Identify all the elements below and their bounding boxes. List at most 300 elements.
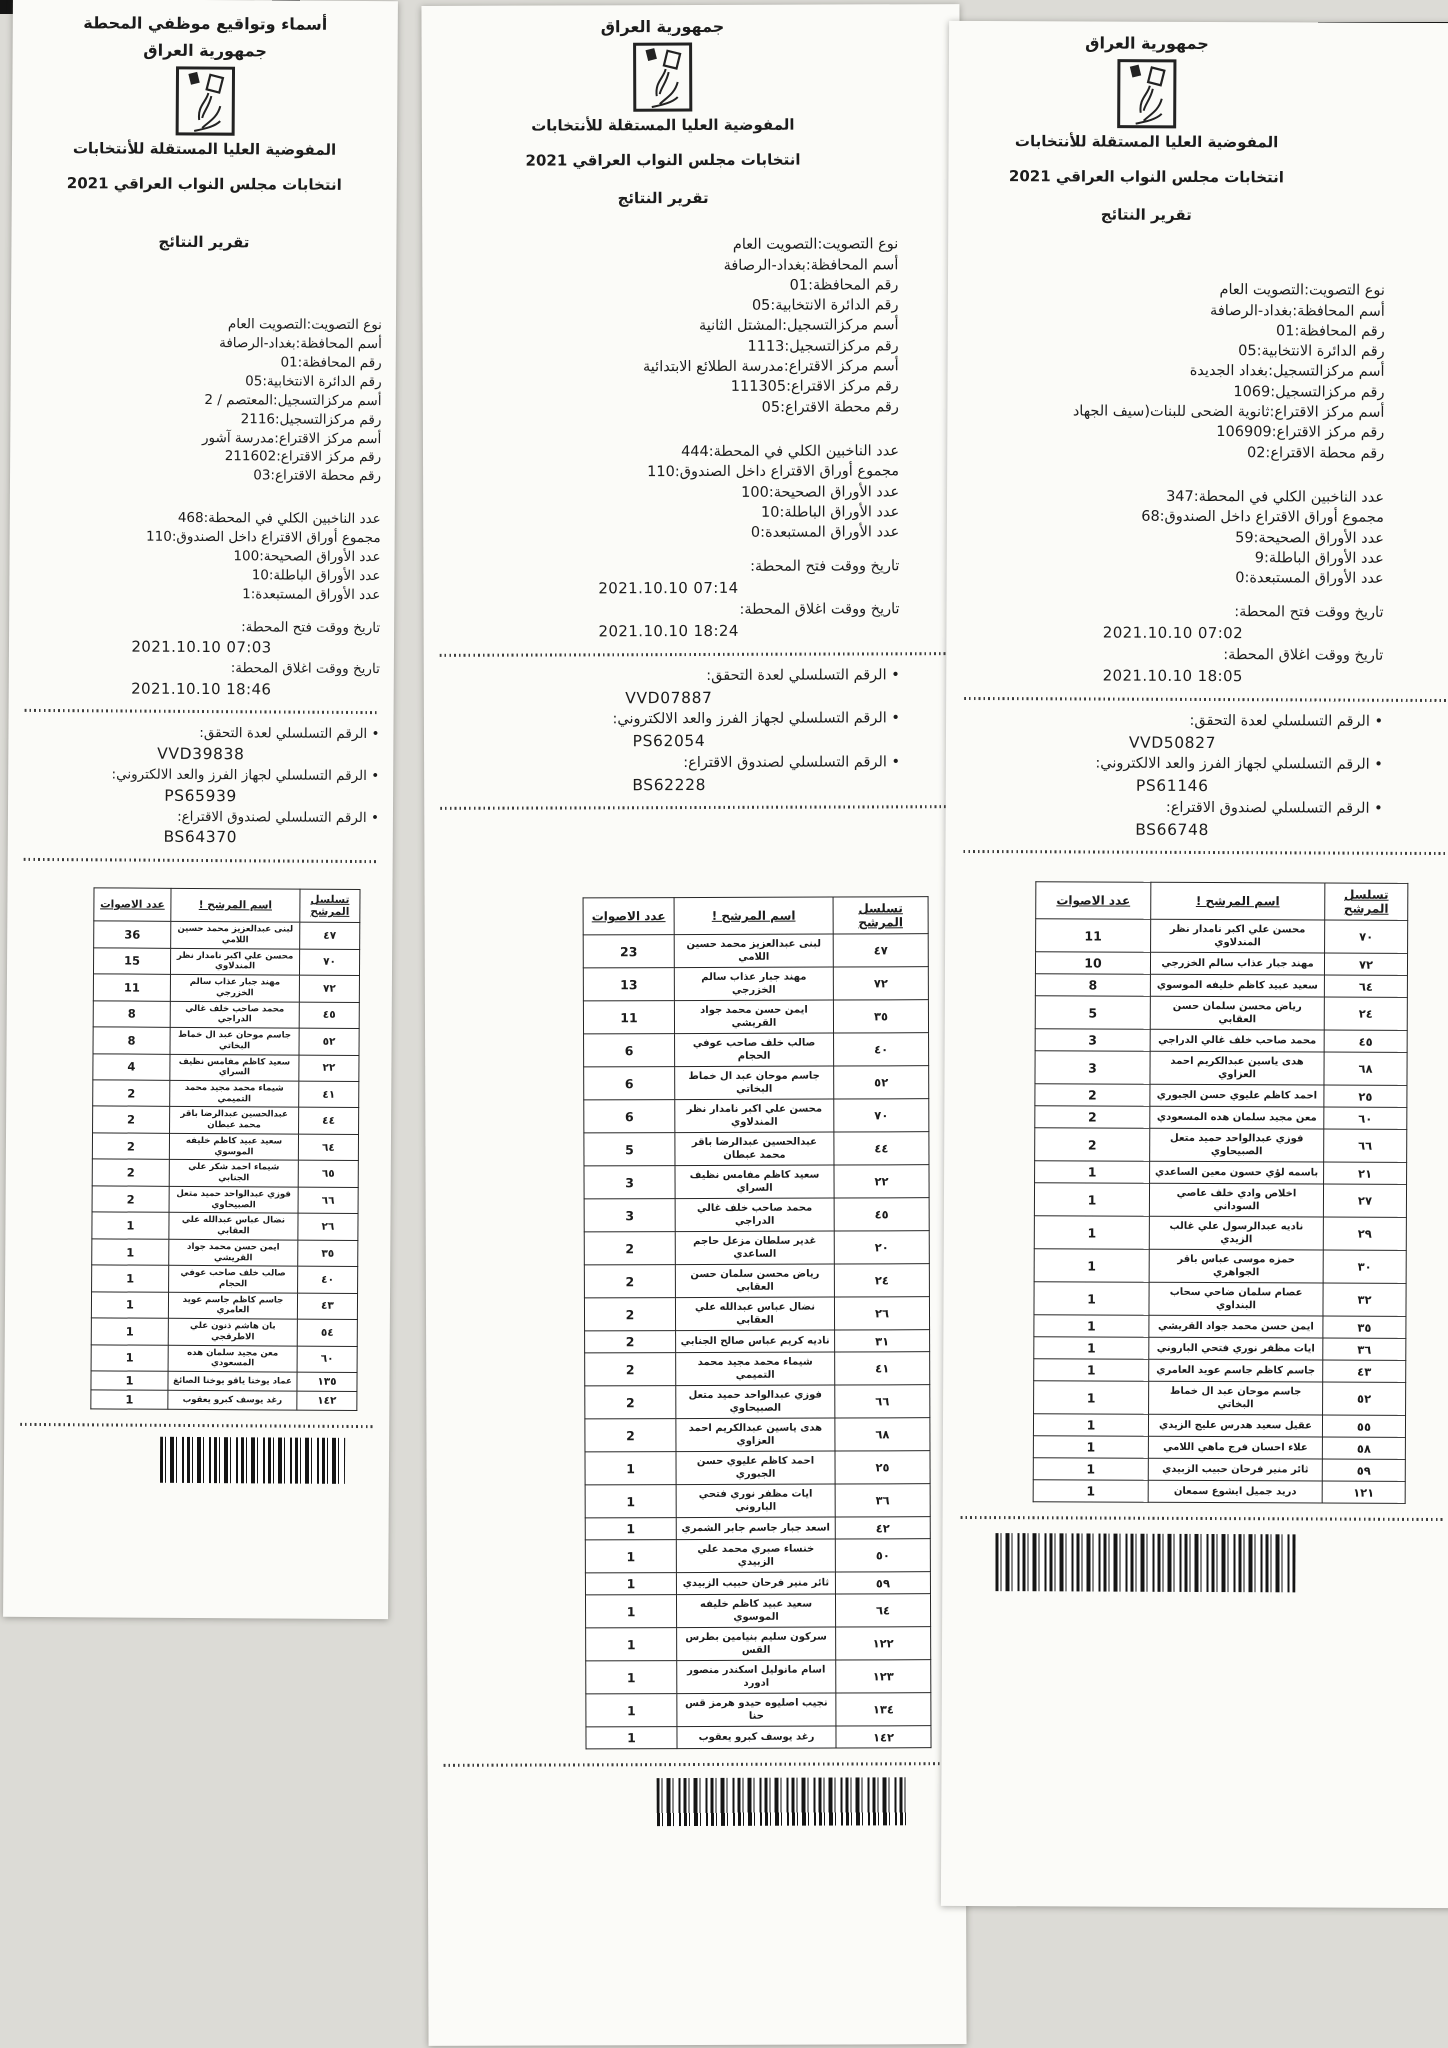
cell-serial: ٣٥ [833,1000,928,1033]
cell-serial: ١٤٢ [297,1391,357,1410]
results-table [583,896,932,1749]
serial-value: PS65939 [164,786,237,805]
info-line: رقم محطة الاقتراع:05 [761,398,899,416]
serial-value: PS61146 [1135,776,1209,796]
cell-serial: ٥٢ [834,1066,929,1099]
cell-serial: ٤٠ [834,1033,929,1066]
cell-name: محمد صاحب خلف غالي الدراجي [1150,1030,1324,1053]
open-time-value: 2021.10.10 07:02 [1102,623,1244,643]
info-line: مجموع أوراق الاقتراع داخل الصندوق:110 [146,528,381,547]
cell-votes: 1 [91,1344,168,1371]
cell-votes: 1 [1034,1216,1149,1250]
cell-votes: 11 [93,974,170,1001]
cell-votes: 13 [583,968,674,1001]
cell-name: فوزي عبدالواحد حميد متعل الصبيحاوي [676,1385,835,1419]
cell-serial: ٦٠ [1324,1107,1407,1129]
cell-name: باسمه لؤي حسون معين الساعدي [1150,1162,1324,1185]
cell-votes: 1 [1034,1315,1149,1338]
cell-name: لبنى عبدالعزيز محمد حسين اللامي [171,921,300,948]
cell-votes: 2 [93,1106,170,1133]
country-title: جمهورية العراق [1085,33,1209,54]
cell-votes: 1 [1034,1381,1149,1415]
table-row [585,1484,930,1518]
table-row [584,1099,929,1133]
info-line: أسم المحافظة:بغداد-الرصافة [219,335,382,353]
cell-name: حمزه موسى عباس باقر الجواهري [1149,1250,1323,1284]
cell-votes: 36 [94,921,171,948]
cell-serial: ٤١ [299,1081,359,1108]
cell-serial: ٥٠ [835,1539,930,1572]
info-line: رقم مركزالتسجيل:1113 [747,338,899,355]
info-line: عدد الأوراق الباطلة:9 [1254,550,1384,567]
serial-label: • الرقم التسلسلي لجهاز الفرز والعد الالكتروني: [1095,755,1383,774]
serial-value: VVD50827 [1128,733,1217,752]
cell-name: جاسم كاظم جاسم عويد العامري [168,1292,297,1319]
serials-block [962,710,1448,842]
cell-serial: ٤٧ [300,922,360,949]
cell-votes: 1 [1035,1161,1150,1184]
receipt-middle [421,4,966,2046]
info-line: عدد الناخبين الكلي في المحطة:468 [177,510,381,528]
col-serial: تسلسل المرشح [1325,883,1408,920]
serial-value: BS64370 [163,828,238,847]
cell-votes: 3 [1035,1029,1150,1052]
open-time-value: 2021.10.10 07:03 [131,637,272,657]
info-line: نوع التصويت:التصويت العام [732,236,899,254]
cell-serial: ٤٤ [834,1132,929,1165]
cell-name: عصام سلمان ضاحي سحاب البنداوي [1149,1283,1323,1317]
cell-name: سعيد عبيد كاظم خليفه الموسوي [1150,975,1324,998]
cell-votes: 1 [91,1292,168,1319]
info-line: عدد الناخبين الكلي في المحطة:444 [681,443,900,460]
open-time-label: تاريخ ووقت فتح المحطة: [750,558,900,576]
cell-name: سعيد كاظم مفامس نظيف السراي [170,1054,299,1081]
cell-name: عقيل سعيد هدرس عليج الزيدي [1148,1415,1322,1438]
serial-label: • الرقم التسلسلي لصندوق الاقتراع: [683,754,901,771]
cell-name: رياض محسن سلمان حسن العقابي [1150,997,1324,1031]
cell-votes: 2 [584,1265,675,1298]
cell-votes: 1 [91,1390,168,1409]
cell-votes: 3 [584,1166,675,1199]
table-row [1035,952,1407,976]
table-row [1035,1051,1407,1086]
table-row [584,1165,929,1199]
table-row [585,1517,930,1540]
cell-name: ناديه كريم عباس صالح الجنابي [676,1330,835,1353]
table-row [583,934,928,968]
info-line: أسم مركز الاقتراع:مدرسة آشور [202,429,382,447]
cell-name: ثائر منير فرحان حبيب الزبيدي [1148,1459,1322,1482]
cell-serial: ٦٦ [1324,1129,1407,1162]
ihec-logo [633,42,693,112]
cell-serial: ٤١ [835,1352,930,1385]
results-table [1033,882,1409,1505]
cell-serial: ٢١ [1324,1162,1407,1184]
cell-name: محمد صاحب خلف غالي الدراجي [675,1198,834,1232]
col-name: اسم المرشح ! [1151,883,1325,921]
table-row [1034,1249,1406,1284]
cell-votes: 1 [91,1318,168,1345]
cell-serial: ٦٦ [298,1187,358,1214]
cell-name: ايمن حسن محمد جواد القريشي [674,1000,833,1034]
cell-serial: ٧٢ [833,967,928,1000]
cell-name: ناديه عبدالرسول علي غالب الزيدي [1149,1217,1323,1251]
info-line: أسم مركزالتسجيل:المشتل الثانية [698,317,899,335]
table-row [1034,1381,1406,1416]
table-row [1035,1128,1407,1163]
separator [440,652,946,657]
cell-serial: ٥٢ [1323,1382,1406,1415]
stats-block [963,486,1448,590]
cell-serial: ٢٥ [835,1451,930,1484]
cell-name: شيماء محمد مجيد محمد التميمي [170,1080,299,1107]
cell-serial: ٧٠ [1325,920,1408,953]
table-row [93,1080,359,1108]
cell-votes: 10 [1035,952,1150,975]
cell-serial: ٤٤ [299,1108,359,1135]
cell-name: عبدالحسين عبدالرضا باقر محمد عبطان [170,1107,299,1134]
separator [20,1423,373,1428]
cell-serial: ٦٦ [835,1385,930,1418]
table-row [1034,1315,1406,1339]
cell-name: مهند جبار عذاب سالم الخزرجي [170,974,299,1001]
cell-serial: ١٢١ [1322,1481,1405,1503]
staff-signatures-title: أسماء وتواقيع موظفي المحطة [83,13,328,34]
table-row [1033,1436,1405,1460]
open-time-label: تاريخ ووقت فتح المحطة: [1234,604,1384,622]
cell-name: سعيد عبيد كاظم خليفه الموسوي [676,1594,835,1628]
info-line: عدد الأوراق الباطلة:10 [760,504,900,521]
cell-serial: ٢٢ [299,1055,359,1082]
cell-name: مهند جبار عذاب سالم الخزرجي [1150,953,1324,976]
info-line: رقم مركزالتسجيل:1069 [1233,383,1385,401]
cell-votes: 2 [584,1232,675,1265]
separator [25,709,378,714]
table-row [585,1572,930,1595]
cell-votes: 11 [583,1001,674,1034]
table-row [1035,996,1407,1031]
serial-label: • الرقم التسلسلي لصندوق الاقتراع: [1165,799,1383,817]
cell-serial: ٤٧ [833,934,928,967]
info-line: عدد الأوراق المستبعدة:1 [242,586,381,603]
cell-serial: ٤٥ [299,1002,359,1029]
table-row [1035,1106,1407,1130]
cell-name: ايمن حسن محمد جواد القريشي [169,1239,298,1266]
cell-serial: ٤٠ [298,1266,358,1293]
cell-name: هدى ياسين عبدالكريم احمد العزاوي [676,1418,835,1452]
cell-votes: 1 [1034,1282,1149,1316]
cell-votes: 4 [93,1053,170,1080]
cell-serial: ٧٢ [1324,953,1407,975]
cell-votes: 1 [92,1212,169,1239]
cell-serial: ٢٩ [1323,1217,1406,1250]
cell-name: صالب خلف صاحب عوفي الحجام [169,1266,298,1293]
table-row [584,1066,929,1100]
cell-serial: ٣٦ [1323,1338,1406,1360]
report-title: تقرير النتائج [1100,205,1192,225]
info-line: أسم المحافظة:بغداد-الرصافة [1210,302,1385,320]
cell-votes: 2 [585,1353,676,1386]
info-line: أسم مركزالتسجيل:بغداد الجديدة [1189,363,1385,381]
info-line: رقم الدائرة الانتخابية:05 [1238,343,1385,360]
cell-name: غدير سلطان مزعل حاجم الساعدي [675,1231,834,1265]
cell-votes: 1 [91,1371,168,1390]
cell-serial: ٣٥ [1323,1316,1406,1338]
cell-name: شيماء احمد شكر علي الجنابي [169,1160,298,1187]
info-line: رقم المحافظة:01 [1275,323,1385,340]
cell-votes: 6 [584,1067,675,1100]
cell-votes: 1 [1033,1480,1148,1503]
commission-title: المفوضية العليا المستقلة للأنتخابات [1014,132,1279,152]
cell-serial: ٥٨ [1322,1437,1405,1459]
col-serial: تسلسل المرشح [300,889,360,922]
serial-label: • الرقم التسلسلي لجهاز الفرز والعد الالكتروني: [111,766,380,785]
results-table [90,888,360,1412]
table-row [1034,1359,1406,1383]
cell-serial: ٤٢ [835,1517,930,1539]
cell-name: جاسم كاظم جاسم عويد العامري [1149,1360,1323,1383]
info-block [963,279,1448,464]
cell-serial: ١٣٤ [836,1693,931,1726]
info-line: رقم الدائرة الانتخابية:05 [245,373,382,391]
table-row [583,967,928,1001]
info-line: مجموع أوراق الاقتراع داخل الصندوق:110 [647,463,900,481]
table-row [1033,1414,1405,1438]
cell-name: محمد صاحب خلف غالي الدراجي [170,1001,299,1028]
cell-serial: ٢٥ [1324,1085,1407,1107]
info-line: أسم المحافظة:بغداد-الرصافة [723,256,899,274]
info-line: عدد الأوراق المستبعدة:0 [750,524,900,541]
cell-votes: 2 [92,1186,169,1213]
ihec-logo [175,66,235,136]
cell-serial: ٤٥ [834,1198,929,1231]
separator [963,850,1446,855]
cell-name: رياض محسن سلمان حسن العقابي [675,1264,834,1298]
cell-name: جاسم موحان عبد ال خماط البخاتي [675,1066,834,1100]
cell-name: عماد يوخنا ياقو يوخنا الصائغ [168,1371,297,1391]
serials-block [22,722,380,850]
cell-votes: 2 [585,1419,676,1452]
separator [964,697,1447,702]
col-votes: عدد الاصوات [583,898,674,935]
cell-name: رغد يوسف كبرو يعقوب [168,1390,297,1410]
table-row [92,1212,358,1240]
cell-serial: ٦٤ [1324,975,1407,997]
info-line: عدد الأوراق الباطلة:10 [251,567,381,585]
cell-serial: ١٤٢ [836,1726,931,1748]
table-row [91,1292,357,1320]
cell-name: دريد جميل ايشوع سمعان [1148,1481,1322,1504]
ihec-logo [1117,59,1177,129]
stats-block [437,441,947,544]
table-row [91,1371,357,1392]
cell-name: بان هاشم ذنون علي الاطرقجي [168,1319,297,1346]
election-title: انتخابات مجلس النواب العراقي 2021 [66,173,342,194]
table-row [586,1660,931,1694]
info-line: رقم مركز الاقتراع:111305 [730,378,899,396]
table-row [585,1352,930,1386]
table-row [1034,1282,1406,1317]
cell-serial: ١٣٥ [297,1372,357,1391]
stats-block [23,508,381,605]
cell-serial: ٥٩ [835,1572,930,1594]
cell-name: سركون سليم بنيامين بطرس القس [677,1627,836,1661]
close-time-label: تاريخ ووقت اغلاق المحطة: [230,660,380,678]
cell-serial: ٧٢ [299,975,359,1002]
separator [440,805,946,810]
serial-value: BS62228 [632,775,707,794]
open-time-label: تاريخ ووقت فتح المحطة: [241,618,381,636]
info-block [24,314,382,486]
cell-name: ثائر منير فرحان حبيب الزبيدي [676,1572,835,1595]
table-row [586,1627,931,1661]
cell-votes: 2 [92,1133,169,1160]
cell-votes: 1 [1033,1414,1148,1437]
cell-votes: 6 [584,1034,675,1067]
cell-serial: ٥٤ [297,1319,357,1346]
table-row [92,1265,358,1293]
election-title: انتخابات مجلس النواب العراقي 2021 [525,150,801,170]
cell-name: سعيد كاظم مفامس نظيف السراي [675,1165,834,1199]
info-line: عدد الأوراق الصحيحة:59 [1235,529,1384,547]
country-title: جمهورية العراق [600,16,725,37]
table-row [586,1726,931,1749]
info-line: نوع التصويت:التصويت العام [1219,282,1385,300]
cell-serial: ٣٥ [298,1240,358,1267]
cell-votes: 1 [1034,1359,1149,1382]
table-row [92,1133,358,1161]
cell-name: شيماء محمد مجيد محمد التميمي [676,1352,835,1386]
cell-serial: ٦٤ [298,1134,358,1161]
close-time-label: تاريخ ووقت اغلاق المحطة: [1223,647,1384,664]
col-name: اسم المرشح ! [171,888,300,922]
table-row [586,1693,931,1727]
table-row [1035,974,1407,998]
cell-votes: 2 [1035,1106,1150,1129]
cell-serial: ٥٢ [299,1028,359,1055]
cell-votes: 5 [584,1133,675,1166]
table-row [1035,1029,1407,1053]
serial-value: VVD39838 [157,744,245,763]
info-line: رقم محطة الاقتراع:02 [1246,444,1385,462]
table-row [1034,1216,1406,1251]
cell-votes: 1 [585,1595,676,1628]
table-row [1035,1084,1407,1108]
serials-block [438,665,948,797]
cell-votes: 1 [585,1452,676,1485]
serial-label: • الرقم التسلسلي لصندوق الاقتراع: [177,809,379,827]
serial-label: • الرقم التسلسلي لعدة التحقق: [199,725,380,743]
table-row [94,921,360,949]
cell-name: لبنى عبدالعزيز محمد حسين اللامي [674,934,833,968]
cell-name: جاسم موحان عبد ال خماط البخاتي [1149,1382,1323,1416]
cell-name: احمد كاظم عليوي حسن الجبوري [676,1451,835,1485]
cell-name: محسن علي اكبر نامدار نظر المندلاوي [675,1099,834,1133]
cell-serial: ١٢٢ [836,1627,931,1660]
close-time-value: 2021.10.10 18:05 [1102,666,1243,686]
serial-value: BS66748 [1135,820,1209,839]
info-line: أسم مركز الاقتراع:مدرسة الطلائع الابتدائية [642,358,899,376]
cell-votes: 2 [584,1298,675,1331]
cell-name: اخلاص وادي خلف عاصي السوداني [1149,1184,1323,1218]
table-row [1034,1183,1406,1218]
cell-name: صالب خلف صاحب عوفي الحجام [675,1033,834,1067]
cell-serial: ٣١ [835,1330,930,1352]
table-row [91,1390,357,1411]
table-row [93,1000,359,1028]
cell-name: نجيب اصليوه حيدو هرمز قس حنا [677,1693,836,1727]
cell-votes: 2 [1035,1084,1150,1107]
cell-votes: 1 [586,1694,677,1727]
cell-votes: 15 [93,947,170,974]
table-row [92,1159,358,1187]
table-row [91,1344,357,1372]
cell-votes: 1 [586,1661,677,1694]
table-row [584,1297,929,1331]
serial-label: • الرقم التسلسلي لعدة التحقق: [706,667,900,684]
info-line: أسم مركزالتسجيل:المعتصم / 2 [204,391,382,409]
cell-votes: 1 [1033,1458,1148,1481]
info-line: أسم مركز الاقتراع:ثانوية الضحى للبنات(سيف الجهاد [1072,403,1385,421]
cell-serial: ٦٠ [297,1346,357,1373]
table-row [585,1418,930,1452]
cell-name: احمد كاظم عليوي حسن الجبوري [1150,1085,1324,1108]
barcode [657,1778,907,1827]
table-row [583,1000,928,1034]
cell-serial: ٦٥ [298,1160,358,1187]
cell-votes: 1 [92,1239,169,1266]
cell-votes: 5 [1035,996,1150,1030]
commission-title: المفوضية العليا المستقلة للأنتخابات [531,115,795,135]
table-row [93,1027,359,1055]
table-row [93,974,359,1002]
cell-name: مهند جبار عذاب سالم الخزرجي [674,967,833,1001]
cell-name: خنساء صبري محمد علي الزبيدي [676,1539,835,1573]
cell-name: اسام مانوليل اسكندر منصور ادورد [677,1660,836,1694]
table-row [585,1594,930,1628]
cell-serial: ٣٠ [1323,1250,1406,1283]
cell-votes: 2 [93,1080,170,1107]
cell-votes: 2 [1035,1128,1150,1162]
cell-serial: ١٢٣ [836,1660,931,1693]
cell-votes: 23 [583,935,674,968]
table-row [584,1264,929,1298]
cell-votes: 2 [585,1331,676,1353]
cell-serial: ٤٣ [297,1293,357,1320]
cell-votes: 1 [586,1727,677,1749]
cell-serial: ٦٨ [835,1418,930,1451]
table-row [585,1539,930,1573]
report-title: تقرير النتائج [617,189,709,208]
cell-name: معن مجيد سلمان هده المسعودي [168,1345,297,1372]
cell-votes: 3 [1035,1051,1150,1085]
cell-serial: ٢٤ [1324,997,1407,1030]
cell-votes: 1 [586,1628,677,1661]
cell-serial: ٦٨ [1324,1052,1407,1085]
cell-name: هدى ياسين عبدالكريم احمد العزاوي [1150,1052,1324,1086]
table-row [585,1385,930,1419]
cell-votes: 1 [1034,1183,1149,1217]
cell-name: ايمن حسن محمد جواد القريشي [1149,1316,1323,1339]
info-block [436,234,947,418]
election-title: انتخابات مجلس النواب العراقي 2021 [1008,166,1284,186]
cell-serial: ٢٦ [298,1213,358,1240]
serial-label: • الرقم التسلسلي لعدة التحقق: [1189,712,1384,730]
table-row [91,1318,357,1346]
cell-serial: ٦٤ [835,1594,930,1627]
cell-votes: 8 [93,1027,170,1054]
table-row [92,1239,358,1267]
